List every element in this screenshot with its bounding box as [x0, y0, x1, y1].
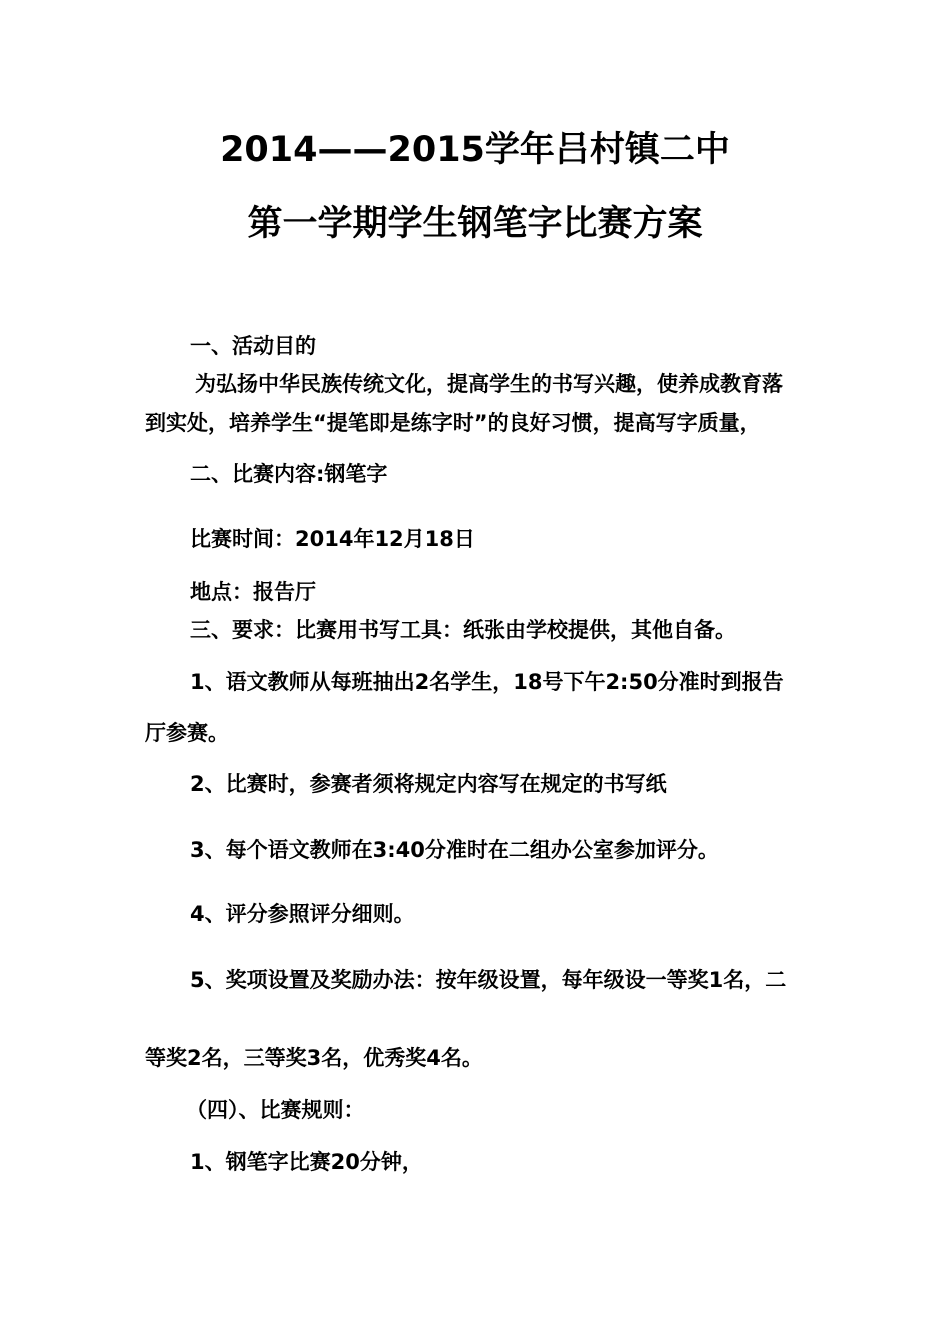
requirements-heading: 三、要求：比赛用书写工具：纸张由学校提供，其他自备。	[190, 618, 736, 642]
competition-place: 地点：报告厅	[190, 580, 316, 604]
rules-heading: （四）、比赛规则：	[186, 1098, 365, 1122]
requirement-4: 4、评分参照评分细则。	[190, 902, 415, 926]
requirement-1-line-2: 厅参赛。	[145, 721, 229, 745]
purpose-paragraph-line-2: 到实处，培养学生“提笔即是练字时”的良好习惯，提高写字质量，	[145, 411, 761, 435]
requirement-2: 2、比赛时，参赛者须将规定内容写在规定的书写纸	[190, 772, 667, 796]
requirement-5-line-1: 5、奖项设置及奖励办法：按年级设置，每年级设一等奖1名，二	[190, 968, 787, 992]
purpose-heading: 一、活动目的	[190, 334, 316, 358]
document-title-line-2: 第一学期学生钢笔字比赛方案	[247, 204, 703, 244]
rule-1: 1、钢笔字比赛20分钟，	[190, 1150, 423, 1174]
competition-time: 比赛时间：2014年12月18日	[190, 527, 475, 551]
purpose-paragraph-line-1: 为弘扬中华民族传统文化，提高学生的书写兴趣，使养成教育落	[195, 372, 783, 396]
content-heading: 二、比赛内容:钢笔字	[190, 462, 388, 486]
requirement-5-line-2: 等奖2名，三等奖3名，优秀奖4名。	[145, 1046, 483, 1070]
requirement-1-line-1: 1、语文教师从每班抽出2名学生，18号下午2:50分准时到报告	[190, 670, 784, 694]
requirement-3: 3、每个语文教师在3:40分准时在二组办公室参加评分。	[190, 838, 719, 862]
document-title-line-1: 2014——2015学年吕村镇二中	[220, 130, 730, 170]
